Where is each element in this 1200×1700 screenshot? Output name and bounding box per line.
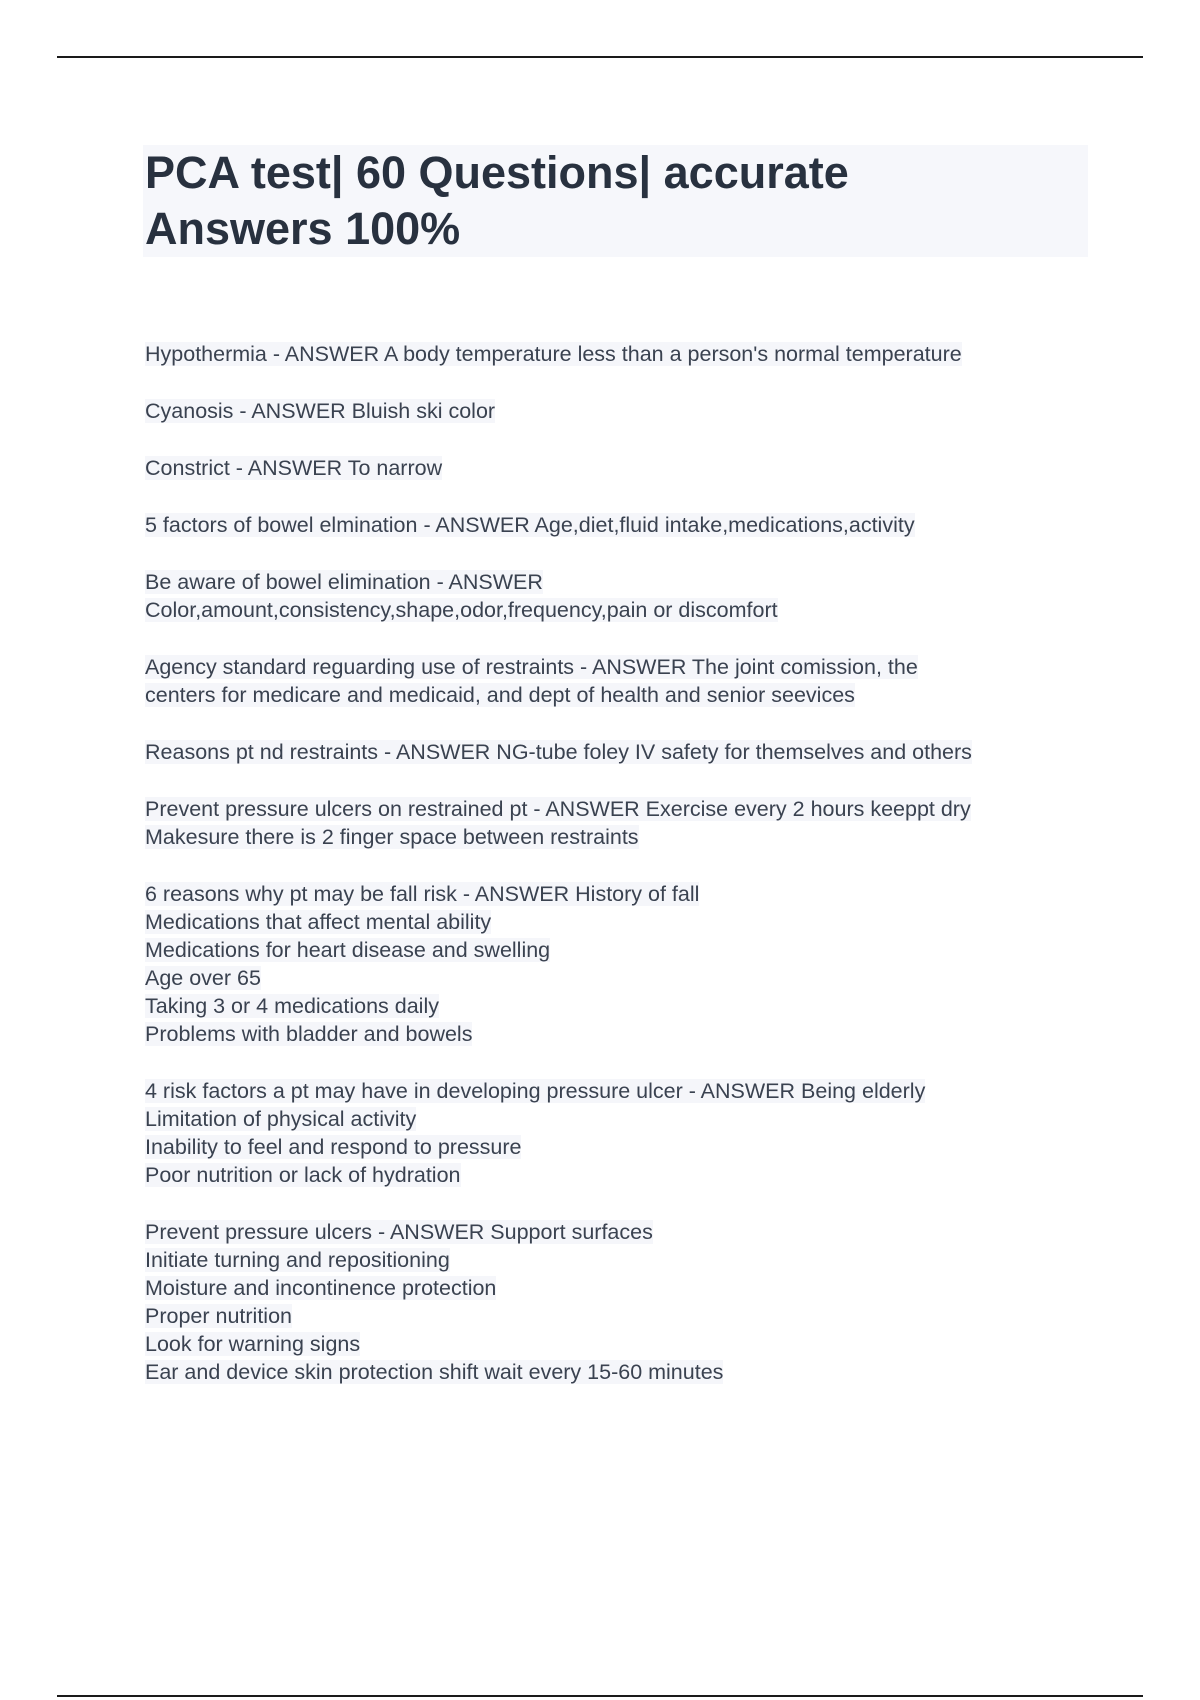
qa-line-text: Ear and device skin protection shift wait every 15-60 minutes [145, 1360, 724, 1384]
qa-item [145, 795, 1090, 851]
qa-line [145, 1020, 1090, 1048]
qa-line-text: Proper nutrition [145, 1304, 292, 1328]
qa-line [145, 1330, 1090, 1358]
qa-line-text: Limitation of physical activity [145, 1107, 417, 1131]
qa-line [145, 880, 1090, 908]
qa-item [145, 397, 1090, 425]
qa-line [145, 596, 1090, 624]
qa-line-text: Taking 3 or 4 medications daily [145, 994, 439, 1018]
qa-line-text: Problems with bladder and bowels [145, 1022, 473, 1046]
qa-line [145, 823, 1090, 851]
qa-line-text: Agency standard reguarding use of restraints - ANSWER The joint comission, the [145, 655, 918, 679]
qa-line [145, 1133, 1090, 1161]
qa-line [145, 908, 1090, 936]
qa-line [145, 936, 1090, 964]
qa-line-text: centers for medicare and medicaid, and dept of health and senior seevices [145, 683, 855, 707]
qa-line [145, 511, 1090, 539]
footer-rule [57, 1695, 1143, 1697]
qa-item [145, 738, 1090, 766]
qa-line [145, 454, 1090, 482]
qa-line [145, 795, 1090, 823]
qa-item [145, 880, 1090, 1048]
qa-line [145, 964, 1090, 992]
qa-line-text: Inability to feel and respond to pressure [145, 1135, 522, 1159]
qa-item [145, 1218, 1090, 1386]
qa-line [145, 1358, 1090, 1386]
qa-line [145, 568, 1090, 596]
qa-line [145, 681, 1090, 709]
qa-line-text: Initiate turning and repositioning [145, 1248, 450, 1272]
qa-line-text: Color,amount,consistency,shape,odor,frequency,pain or discomfort [145, 598, 778, 622]
qa-line-text: Age over 65 [145, 966, 261, 990]
qa-line [145, 1161, 1090, 1189]
qa-line [145, 1246, 1090, 1274]
qa-item [145, 454, 1090, 482]
header-rule [57, 56, 1143, 58]
document-title: PCA test| 60 Questions| accurate Answers 100% [145, 147, 849, 254]
qa-line-text: 5 factors of bowel elmination - ANSWER Age,diet,fluid intake,medications,activity [145, 513, 915, 537]
qa-line [145, 340, 1090, 368]
qa-line [145, 1218, 1090, 1246]
qa-line-text: Poor nutrition or lack of hydration [145, 1163, 461, 1187]
qa-line [145, 397, 1090, 425]
qa-item [145, 1077, 1090, 1189]
qa-list [145, 340, 1090, 1415]
qa-line [145, 653, 1090, 681]
qa-line [145, 738, 1090, 766]
qa-item [145, 511, 1090, 539]
qa-line-text: Prevent pressure ulcers on restrained pt - ANSWER Exercise every 2 hours keeppt dry [145, 797, 971, 821]
qa-line-text: 4 risk factors a pt may have in developing pressure ulcer - ANSWER Being elderly [145, 1079, 926, 1103]
qa-line-text: Be aware of bowel elimination - ANSWER [145, 570, 543, 594]
qa-line [145, 1274, 1090, 1302]
qa-line-text: Medications for heart disease and swelling [145, 938, 551, 962]
qa-line-text: Prevent pressure ulcers - ANSWER Support surfaces [145, 1220, 653, 1244]
qa-line-text: Makesure there is 2 finger space between restraints [145, 825, 639, 849]
qa-item [145, 653, 1090, 709]
title-block [143, 145, 1088, 257]
qa-line-text: Medications that affect mental ability [145, 910, 492, 934]
qa-line-text: Reasons pt nd restraints - ANSWER NG-tube foley IV safety for themselves and others [145, 740, 972, 764]
qa-line-text: Moisture and incontinence protection [145, 1276, 497, 1300]
qa-item [145, 568, 1090, 624]
qa-item [145, 340, 1090, 368]
qa-line-text: 6 reasons why pt may be fall risk - ANSWER History of fall [145, 882, 700, 906]
qa-line-text: Hypothermia - ANSWER A body temperature less than a person's normal temperature [145, 342, 962, 366]
qa-line [145, 1077, 1090, 1105]
qa-line [145, 1105, 1090, 1133]
qa-line [145, 1302, 1090, 1330]
qa-line-text: Look for warning signs [145, 1332, 361, 1356]
qa-line-text: Cyanosis - ANSWER Bluish ski color [145, 399, 496, 423]
qa-line [145, 992, 1090, 1020]
qa-line-text: Constrict - ANSWER To narrow [145, 456, 443, 480]
